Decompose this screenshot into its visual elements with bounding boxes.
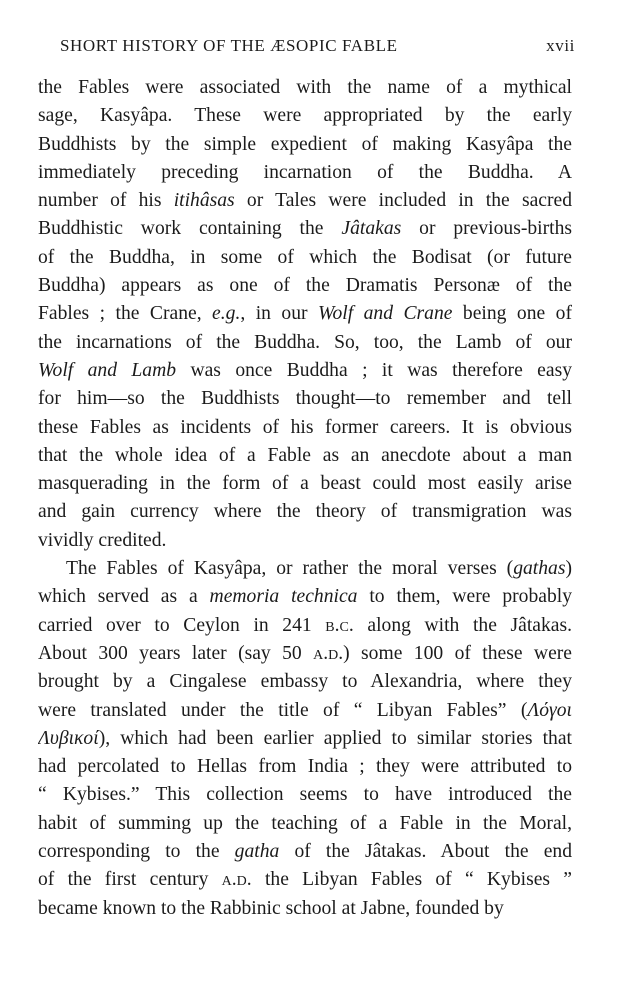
text-line — [38, 300, 572, 328]
italic-text: Wolf and Lamb — [38, 359, 177, 381]
italic-text: e.g. — [212, 303, 241, 325]
text-run: masquerading in the form of a beast could most easily arise — [38, 473, 572, 495]
text-line — [38, 329, 572, 357]
text-line — [38, 753, 572, 781]
text-run: ) some 100 of these were — [343, 642, 572, 664]
text-line — [38, 555, 572, 583]
text-run: number of his — [38, 190, 174, 212]
text-line — [38, 838, 572, 866]
text-run: Fables ; the Crane, — [38, 303, 213, 325]
text-line — [38, 895, 572, 923]
text-line — [38, 810, 572, 838]
text-run: carried over to Ceylon in 241 — [38, 614, 326, 636]
text-run: sage, Kasyâpa. These were appropriated by the early — [38, 105, 572, 127]
running-title: SHORT HISTORY OF THE ÆSOPIC FABLE — [60, 36, 398, 55]
text-line — [38, 527, 572, 555]
text-run: were translated under the title of “ Libyan Fables” ( — [38, 699, 528, 721]
text-line — [38, 74, 572, 102]
text-line — [38, 244, 572, 272]
text-run: brought by a Cingalese embassy to Alexandria, where they — [38, 671, 572, 693]
text-run: the Fables were associated with the name of a mythical — [38, 77, 572, 98]
text-line — [38, 781, 572, 809]
text-run: Buddha) appears as one of the Dramatis Personæ of the — [38, 275, 572, 297]
running-header — [60, 36, 575, 56]
text-line — [38, 583, 572, 611]
text-run: became known to the Rabbinic school at Jabne, founded by — [38, 897, 504, 919]
text-line — [38, 668, 572, 696]
small-caps-text: b.c. — [325, 614, 354, 636]
text-run: these Fables as incidents of his former careers. It is obvious — [38, 416, 572, 438]
text-run: vividly credited. — [38, 529, 167, 551]
text-run: corresponding to the — [38, 841, 235, 863]
text-run: of the Buddha, in some of which the Bodisat (or future — [38, 246, 572, 268]
text-run: or previous-births — [401, 218, 572, 240]
text-line — [38, 697, 572, 725]
italic-text: gathas — [513, 558, 566, 580]
italic-text: itihâsas — [173, 190, 235, 212]
text-run: being one of — [452, 303, 572, 325]
text-line — [38, 187, 572, 215]
text-run: to them, were probably — [357, 586, 572, 608]
italic-text: Λυβικοί — [38, 727, 99, 749]
text-line — [38, 612, 572, 640]
text-run: habit of summing up the teaching of a Fable in the Moral, — [38, 812, 572, 834]
text-run: the incarnations of the Buddha. So, too, the Lamb of our — [38, 331, 572, 353]
italic-text: Wolf and Crane — [317, 303, 453, 325]
text-run: Buddhists by the simple expedient of making Kasyâpa the — [38, 133, 572, 155]
page-number: xvii — [546, 36, 575, 55]
text-line — [38, 385, 572, 413]
text-line — [38, 725, 572, 753]
text-line — [38, 442, 572, 470]
text-run: or Tales were included in the sacred — [234, 190, 572, 212]
body-text — [38, 74, 572, 923]
italic-text: gatha — [234, 841, 280, 863]
text-run: The Fables of Kasyâpa, or rather the moral verses ( — [66, 558, 514, 580]
text-run: was once Buddha ; it was therefore easy — [176, 359, 572, 381]
italic-text: Jâtakas — [341, 218, 402, 240]
text-run: and gain currency where the theory of transmigration was — [38, 501, 572, 523]
text-run: of the first century — [38, 869, 222, 891]
text-run: immediately preceding incarnation of the Buddha. A — [38, 161, 572, 183]
text-line — [38, 866, 572, 894]
text-run: “ Kybises.” This collection seems to have introduced the — [38, 784, 572, 806]
text-run: the Libyan Fables of “ Kybises ” — [251, 869, 572, 891]
text-run: , in our — [240, 303, 318, 325]
text-line — [38, 272, 572, 300]
text-run: which served as a — [38, 586, 210, 608]
italic-text: memoria technica — [209, 586, 358, 608]
text-run: for him—so the Buddhists thought—to remember and tell — [38, 388, 572, 410]
text-line — [38, 102, 572, 130]
text-run: of the Jâtakas. About the end — [279, 841, 572, 863]
text-run: Buddhistic work containing the — [38, 218, 342, 240]
text-run: About 300 years later (say 50 — [38, 642, 314, 664]
small-caps-text: a.d. — [313, 642, 344, 664]
text-line — [38, 215, 572, 243]
small-caps-text: a.d. — [221, 869, 252, 891]
text-line — [38, 498, 572, 526]
text-run: had percolated to Hellas from India ; they were attributed to — [38, 756, 572, 778]
text-line — [38, 470, 572, 498]
text-line — [38, 640, 572, 668]
text-run: ) — [565, 558, 572, 580]
text-line — [38, 131, 572, 159]
text-line — [38, 159, 572, 187]
italic-text: Λόγοι — [527, 699, 572, 721]
text-run: along with the Jâtakas. — [353, 614, 572, 636]
text-run: that the whole idea of a Fable as an anecdote about a man — [38, 444, 572, 466]
text-line — [38, 357, 572, 385]
text-run: ), which had been earlier applied to similar stories that — [98, 727, 572, 749]
text-line — [38, 414, 572, 442]
